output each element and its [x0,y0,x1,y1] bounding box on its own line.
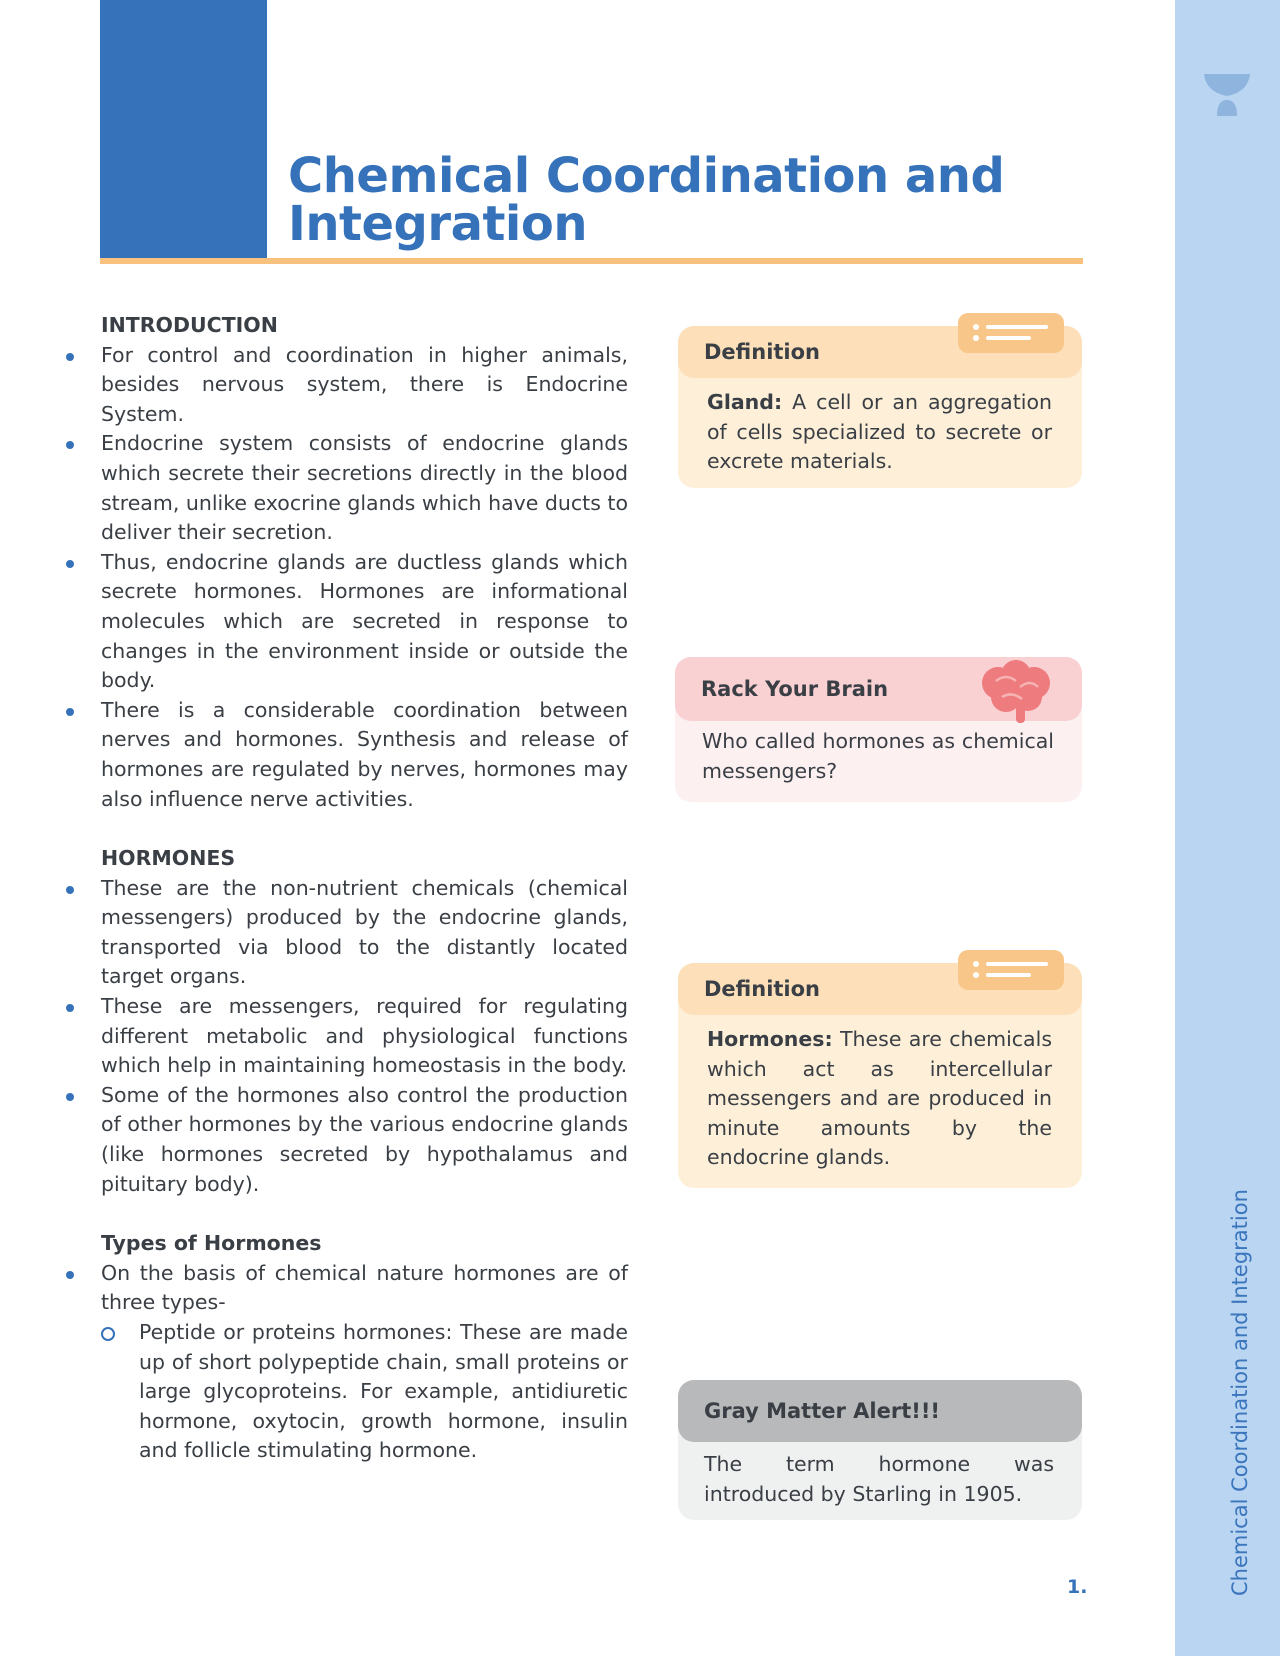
definition-box-title: Definition [704,340,821,364]
list-item: Some of the hormones also control the production of other hormones by the various endocrine glands (like hormones secreted by hypothalamus and pituitary body). [101,1081,628,1199]
sub-list-item: Peptide or proteins hormones: These are made up of short polypeptide chain, small proteins or large glycoproteins. For example, antidiuretic hormone, oxytocin, growth hormone, insulin and follicle stimulating hormone. [139,1318,628,1466]
title-underline [100,258,1083,264]
definition-text: These are chemicals which act as intercellular messengers and are produced in minute amounts by the endocrine glands. [707,1027,1052,1170]
rack-box-title: Rack Your Brain [701,677,889,701]
types-list [101,1259,628,1466]
list-item [101,1259,628,1466]
list-item: Endocrine system consists of endocrine glands which secrete their secretions directly in the blood stream, unlike exocrine glands which have ducts to deliver their secretion. [101,429,628,547]
title-block [100,0,267,258]
gray-matter-alert-box [678,1380,1082,1520]
definition-box-header [678,963,1082,1015]
brain-icon [976,659,1056,725]
definition-box-hormones [678,963,1082,1188]
definition-box-body [678,378,1082,491]
page-title: Chemical Coordination and Integration [288,148,1005,252]
rack-box-body: Who called hormones as chemical messengers? [702,729,1054,783]
hormones-heading: HORMONES [101,846,236,871]
notes-tab-icon [958,950,1064,990]
page-number: 1. [1067,1576,1088,1598]
gray-box-title: Gray Matter Alert!!! [704,1399,940,1423]
definition-box-title: Definition [704,977,821,1001]
list-item: These are the non-nutrient chemicals (chemical messengers) produced by the endocrine glands, transported via blood to the distantly located target organs. [101,874,628,992]
definition-box-gland [678,326,1082,488]
gray-box-header [678,1380,1082,1442]
introduction-list [101,341,628,815]
definition-box-header [678,326,1082,378]
list-item: For control and coordination in higher animals, besides nervous system, there is Endocrine System. [101,341,628,430]
rack-box-header [675,657,1082,721]
types-sublist [101,1318,628,1466]
side-chapter-title: Chemical Coordination and Integration [1228,1189,1252,1596]
main-content [101,311,628,1466]
introduction-heading: INTRODUCTION [101,313,278,337]
notes-tab-icon [958,313,1064,353]
definition-box-body [678,1015,1082,1187]
types-heading: Types of Hormones [101,1231,322,1256]
definition-term: Hormones: [707,1027,833,1051]
rack-your-brain-box [675,657,1082,802]
list-item-text: On the basis of chemical nature hormones are of three types- [101,1260,628,1315]
logo-icon [1204,74,1250,116]
hormones-list [101,874,628,1200]
definition-term: Gland: [707,390,783,414]
definition-text: A cell or an aggregation of cells specialized to secrete or excrete materials. [707,390,1052,474]
gray-box-body: The term hormone was introduced by Starling in 1905. [704,1452,1054,1506]
list-item: These are messengers, required for regulating different metabolic and physiological functions which help in maintaining homeostasis in the body. [101,992,628,1081]
list-item: There is a considerable coordination between nerves and hormones. Synthesis and release of hormones are regulated by nerves, hormones may also influence nerve activities. [101,696,628,814]
list-item: Thus, endocrine glands are ductless glands which secrete hormones. Hormones are informational molecules which are secreted in response to changes in the environment inside or outside the body. [101,548,628,696]
